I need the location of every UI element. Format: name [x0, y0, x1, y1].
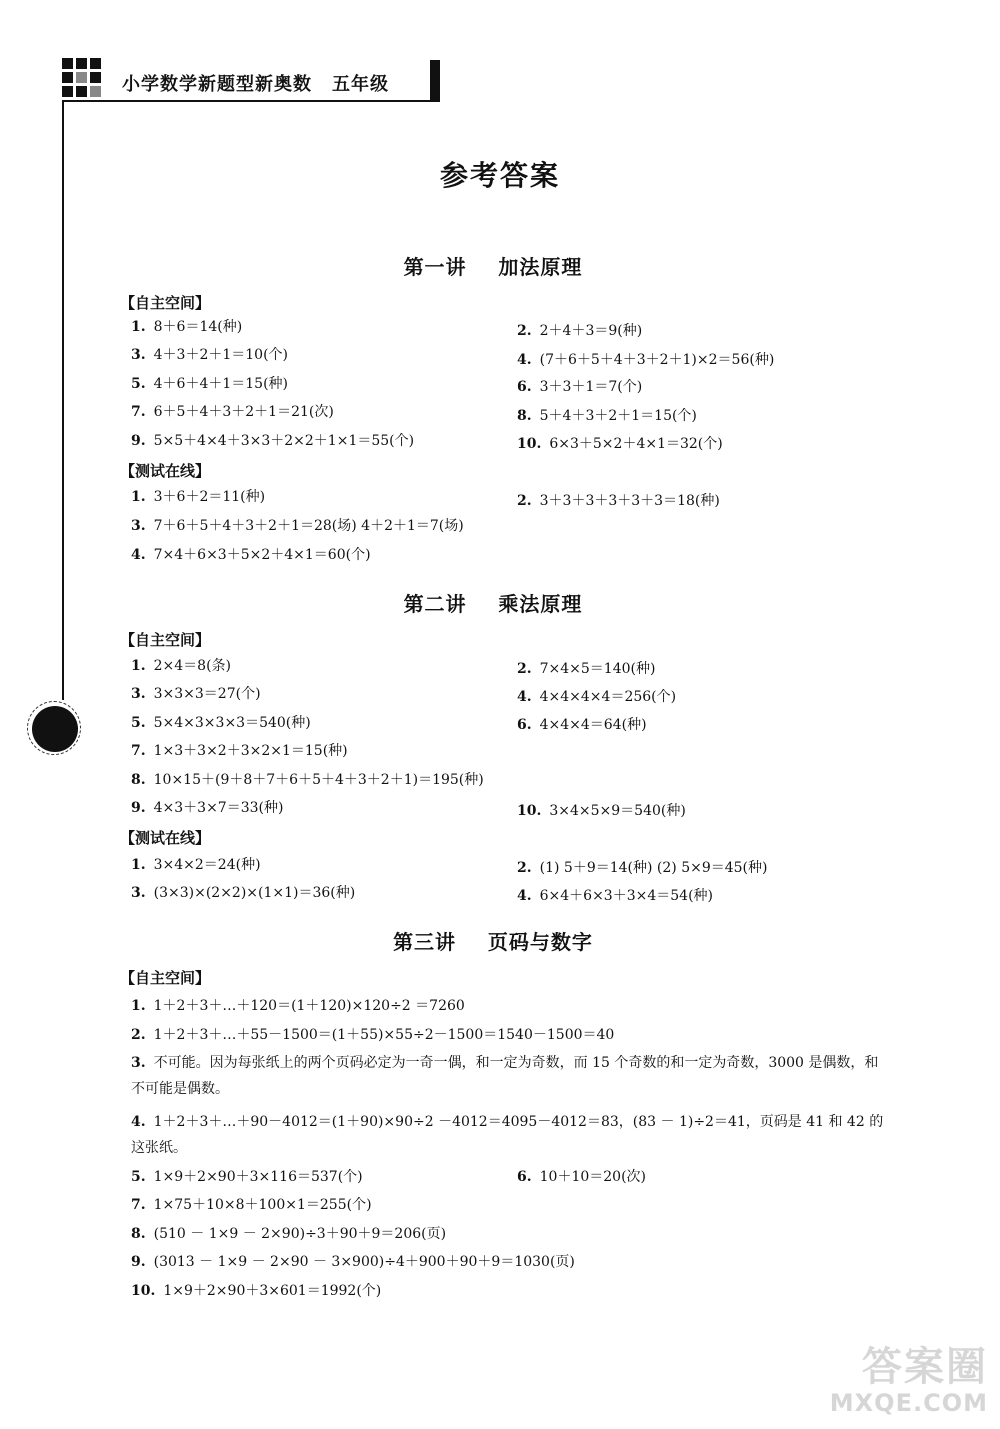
answer-item: 5. 1×9＋2×90＋3×116＝537(个): [131, 1169, 363, 1185]
answer-item: 2. 2＋4＋3＝9(种): [517, 323, 643, 339]
answer-item: 10. 3×4×5×9＝540(种): [517, 803, 686, 819]
lecture-3-title: 第三讲 页码与数字: [393, 930, 593, 954]
answer-item: 7. 1×3＋3×2＋3×2×1＝15(种): [131, 743, 348, 759]
answer-item: 4. 1＋2＋3＋…＋90－4012＝(1＋90)×90÷2 －4012＝4095－4012＝83，(83 － 1)÷2＝41，页码是 41 和 42 的这张纸。: [131, 1114, 884, 1156]
watermark-text: 答案圈: [862, 1344, 988, 1390]
header-rule: [62, 100, 440, 102]
answer-item: 4. 6×4＋6×3＋3×4＝54(种): [517, 888, 713, 904]
answer-item: 1. 2×4＝8(条): [131, 658, 232, 674]
lecture-3-section-1-label: 【自主空间】: [120, 969, 211, 987]
answer-item: 1. 8＋6＝14(种): [131, 319, 243, 335]
lecture-1-section-2-label: 【测试在线】: [120, 462, 211, 480]
answer-item: 6. 10＋10＝20(次): [517, 1169, 646, 1185]
answer-item: 1. 3×4×2＝24(种): [131, 857, 261, 873]
answer-item: 4. 4×4×4×4＝256(个): [517, 689, 677, 705]
header-logo-grid-icon: [62, 58, 102, 98]
answer-item: 6. 3＋3＋1＝7(个): [517, 379, 643, 395]
header-bar: [430, 60, 440, 100]
page-title: 参考答案: [439, 159, 560, 192]
answer-item: 6. 4×4×4＝64(种): [517, 717, 647, 733]
watermark: [830, 1345, 988, 1417]
answer-item: 3. 3×3×3＝27(个): [131, 686, 261, 702]
answer-item: 7. 1×75＋10×8＋100×1＝255(个): [131, 1197, 372, 1213]
answer-item: 3. (3×3)×(2×2)×(1×1)＝36(种): [131, 885, 356, 901]
answer-item: 5. 4＋6＋4＋1＝15(种): [131, 376, 288, 392]
side-circle-decoration: [32, 706, 78, 752]
answer-item: 8. (510 － 1×9 － 2×90)÷3＋90＋9＝206(页): [131, 1226, 447, 1242]
watermark-url: MXQE.COM: [829, 1389, 988, 1417]
answer-item: 3. 4＋3＋2＋1＝10(个): [131, 347, 288, 363]
book-title: 小学数学新题型新奥数: [122, 74, 312, 95]
answer-item: 4. 7×4＋6×3＋5×2＋4×1＝60(个): [131, 547, 371, 563]
lecture-2-title: 第二讲 乘法原理: [403, 592, 583, 616]
answer-item: 1. 1＋2＋3＋…＋120＝(1＋120)×120÷2 ＝7260: [131, 998, 465, 1014]
answer-item: 10. 6×3＋5×2＋4×1＝32(个): [517, 436, 723, 452]
grade-label: 五年级: [332, 74, 389, 95]
answer-item: 2. 3＋3＋3＋3＋3＋3＝18(种): [517, 493, 720, 509]
answer-item: 9. (3013 － 1×9 － 2×90 － 3×900)÷4＋900＋90＋9＝1030(页): [131, 1254, 575, 1270]
answer-item: 9. 5×5＋4×4＋3×3＋2×2＋1×1＝55(个): [131, 433, 415, 449]
answer-item: 2. 1＋2＋3＋…＋55－1500＝(1＋55)×55÷2－1500＝1540－1500＝40: [131, 1027, 615, 1043]
lecture-2-section-1-label: 【自主空间】: [120, 631, 211, 649]
answer-item: 3. 7＋6＋5＋4＋3＋2＋1＝28(场) 4＋2＋1＝7(场): [131, 518, 464, 534]
answer-item: 8. 10×15＋(9＋8＋7＋6＋5＋4＋3＋2＋1)＝195(种): [131, 772, 484, 788]
answer-item: 4. (7＋6＋5＋4＋3＋2＋1)×2＝56(种): [517, 352, 775, 368]
answer-item: 5. 5×4×3×3×3＝540(种): [131, 715, 311, 731]
answer-item: 2. (1) 5＋9＝14(种) (2) 5×9＝45(种): [517, 860, 768, 876]
answer-item: 7. 6＋5＋4＋3＋2＋1＝21(次): [131, 404, 334, 420]
lecture-1-title: 第一讲 加法原理: [403, 255, 583, 279]
answer-item: 3. 不可能。因为每张纸上的两个页码必定为一奇一偶，和一定为奇数，而 15 个奇数的和一定为奇数，3000 是偶数，和不可能是偶数。: [131, 1055, 879, 1097]
answer-item: 8. 5＋4＋3＋2＋1＝15(个): [517, 408, 697, 424]
lecture-2-section-2-label: 【测试在线】: [120, 829, 211, 847]
header-title: [122, 70, 389, 96]
answer-item: 10. 1×9＋2×90＋3×601＝1992(个): [131, 1283, 382, 1299]
answer-item: 2. 7×4×5＝140(种): [517, 661, 656, 677]
answer-item: 1. 3＋6＋2＝11(种): [131, 489, 266, 505]
lecture-1-section-1-label: 【自主空间】: [120, 294, 211, 312]
answer-item: 9. 4×3＋3×7＝33(种): [131, 800, 284, 816]
